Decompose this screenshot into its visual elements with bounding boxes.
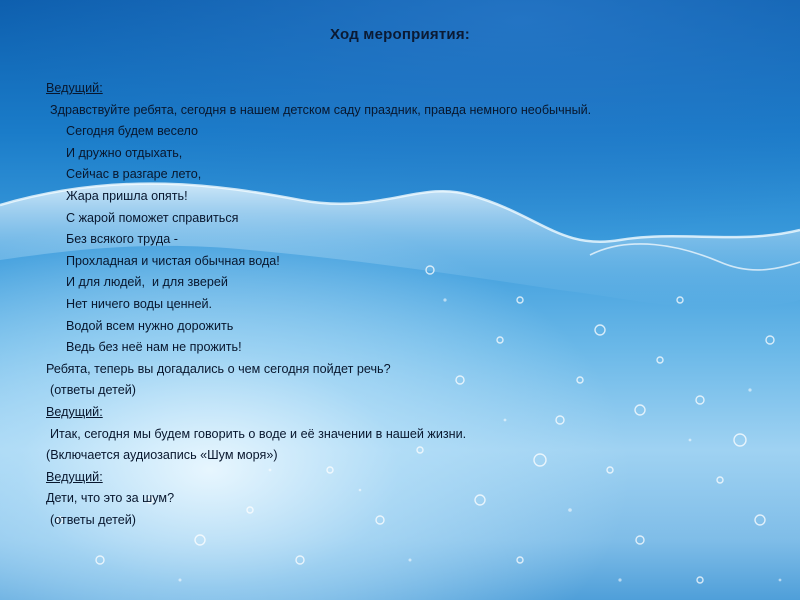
- slide-text-body: [46, 78, 766, 531]
- text-line: Ведь без неё нам не прожить!: [66, 340, 242, 355]
- text-line: Жара пришла опять!: [66, 188, 188, 203]
- text-line: Нет ничего воды ценней.: [66, 296, 213, 311]
- text-line: Ребята, теперь вы догадались о чем сегодня пойдет речь?: [46, 361, 391, 376]
- text-line: Без всякого труда -: [66, 232, 178, 247]
- speaker-heading: Ведущий:: [46, 81, 103, 95]
- text-line: И для людей, и для зверей: [66, 275, 228, 290]
- text-line: Прохладная и чистая обычная вода!: [66, 253, 280, 268]
- text-line: И дружно отдыхать,: [66, 145, 183, 160]
- text-line: Сегодня будем весело: [66, 124, 199, 139]
- speaker-heading: Ведущий:: [46, 404, 103, 419]
- speaker-heading: Ведущий:: [46, 469, 103, 484]
- text-line: Водой всем нужно дорожить: [66, 318, 234, 333]
- text-line: Итак, сегодня мы будем говорить о воде и её значении в нашей жизни.: [50, 426, 467, 441]
- text-line: Здравствуйте ребята, сегодня в нашем детском саду праздник, правда немного необычный.: [50, 102, 592, 117]
- slide-title: Ход мероприятия:: [330, 26, 470, 43]
- text-line: (ответы детей): [50, 512, 136, 527]
- text-line: Сейчас в разгаре лето,: [66, 167, 202, 182]
- text-line: С жарой поможет справиться: [66, 210, 239, 225]
- text-line: (Включается аудиозапись «Шум моря»): [46, 448, 278, 463]
- text-line: Дети, что это за шум?: [46, 491, 175, 506]
- text-line: (ответы детей): [50, 383, 136, 398]
